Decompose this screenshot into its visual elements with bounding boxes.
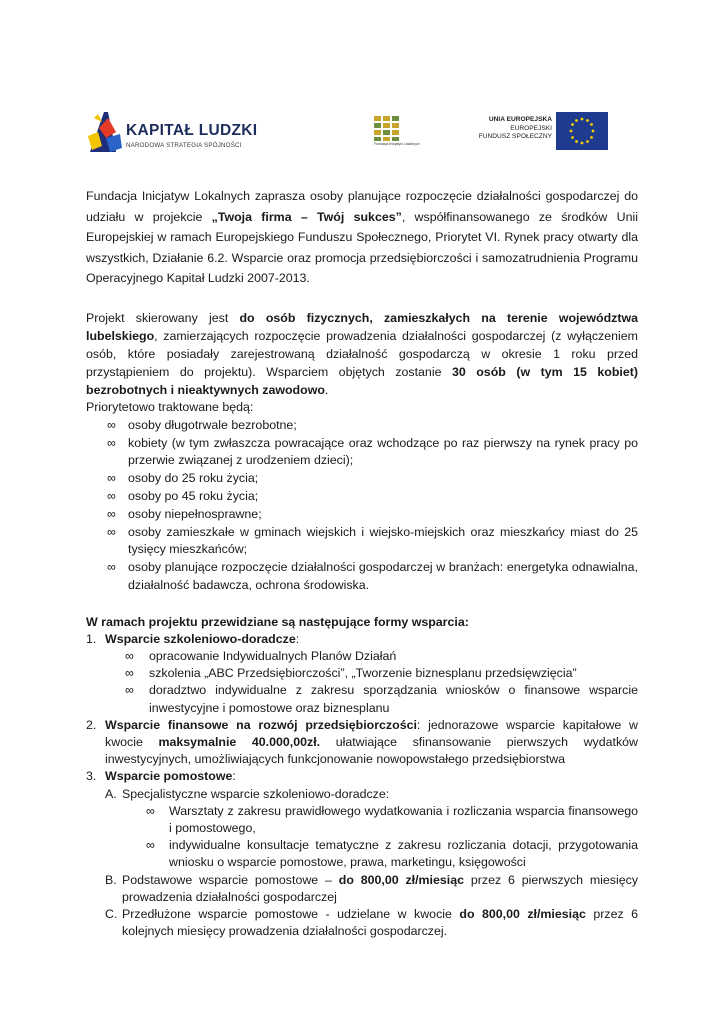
sub-text: Przedłużone wsparcie pomostowe - udzielane w kwocie (122, 906, 460, 921)
list-item-text: osoby po 45 roku życia; (128, 488, 259, 503)
list-item-text: osoby niepełnosprawne; (128, 506, 262, 521)
infinity-bullet-icon: ∞ (107, 417, 116, 432)
sub-amount: do 800,00 zł/miesiąc (338, 872, 465, 887)
form-title: Wsparcie szkoleniowo-doradcze (105, 631, 296, 646)
list-item (86, 559, 638, 595)
target-bold-2: 30 osób (w tym 15 kobiet) bezrobotnych i nieaktywnych zawodowo (86, 364, 638, 397)
document-body (86, 186, 638, 940)
form-item-2 (86, 717, 638, 769)
infinity-bullet-icon: ∞ (125, 666, 134, 681)
list-item (105, 648, 638, 665)
list-item (105, 682, 638, 716)
fundacja-logo-icon (374, 116, 400, 142)
kapital-ludzki-logo (86, 108, 266, 158)
form-3b (105, 872, 638, 906)
form-number: 2. (86, 717, 97, 732)
project-name: „Twoja firma – Twój sukces” (211, 209, 402, 224)
form-text: ułatwiające sfinansowanie pierwszych wydatków inwestycyjnych, umożliwiających funkcjonowanie nowopowstałego przedsiębiorstwa (105, 734, 638, 767)
list-item (86, 506, 638, 524)
list-item (86, 470, 638, 488)
intro-text-1: Fundacja Inicjatyw Lokalnych zaprasza osoby planujące rozpoczęcie działalności gospodarczej do udziału w projekcie (86, 189, 638, 224)
list-item-text: indywidualne konsultacje tematyczne z zakresu rozliczania dotacji, przygotowania wniosku o wsparcie pomostowe, prawa, marketingu, księgowości (169, 838, 638, 870)
eu-logo-line3: FUNDUSZ SPOŁECZNY (478, 133, 552, 140)
priority-title: Priorytetowo traktowane będą: (86, 399, 254, 414)
sub-amount: do 800,00 zł/miesiąc (459, 906, 586, 921)
infinity-bullet-icon: ∞ (107, 524, 116, 539)
form-3c (105, 906, 638, 940)
list-item-text: kobiety (w tym zwłaszcza powracające oraz wchodzące po raz pierwszy na rynek pracy po przerwie związanej z urodzeniem dzieci); (128, 435, 638, 468)
list-item-text: szkolenia „ABC Przedsiębiorczości”, „Tworzenie biznesplanu przedsięwzięcia” (149, 666, 577, 681)
form-item-1 (86, 631, 638, 717)
form-title: Wsparcie pomostowe (105, 769, 233, 784)
intro-text-2: , współfinansowanego ze środków Unii Europejskiej w ramach Europejskiego Funduszu Społecznego, Priorytet VI. Rynek pracy otwarty dla wszystkich, Działanie 6.2. Wsparcie oraz promocja przedsiębiorczości i samozatrudnienia Programu Operacyjnego Kapitał Ludzki 2007-2013. (86, 209, 638, 286)
forms-title: W ramach projektu przewidziane są następujące formy wsparcia: (86, 614, 469, 629)
sub-letter: C. (105, 906, 118, 921)
kl-logo-title: KAPITAŁ LUDZKI (126, 122, 258, 139)
infinity-bullet-icon: ∞ (125, 648, 134, 663)
form-text: : jednorazowe wsparcie kapitałowe w kwocie (105, 717, 638, 749)
eu-logo-text (479, 116, 552, 142)
sub-text: przez 6 kolejnych miesięcy prowadzenia działalności gospodarczej. (122, 906, 639, 939)
infinity-bullet-icon: ∞ (107, 471, 116, 486)
target-text-2: , zamierzających rozpoczęcie prowadzenia działalności gospodarczej (z wyłączeniem osób, które posiadały zarejestrowaną działalność gospodarczą w okresie 1 roku przed przystąpieniem do projektu). Wsparciem objętych zostanie (86, 328, 638, 379)
list-item-text: opracowanie Indywidualnych Planów Działań (149, 648, 397, 663)
fundacja-logo-text: Fundacja Inicjatyw Lokalnych (374, 142, 420, 146)
sub-text: Specjalistyczne wsparcie szkoleniowo-doradcze: (122, 786, 390, 801)
infinity-bullet-icon: ∞ (146, 803, 155, 818)
sub-text: Podstawowe wsparcie pomostowe – (122, 872, 339, 887)
form-number: 3. (86, 769, 97, 784)
list-item (86, 488, 638, 506)
form-colon: : (232, 769, 236, 784)
list-item-text: doradztwo indywidualne z zakresu sporządzania wniosków o finansowe wsparcie inwestycyjne i pomostowe oraz biznesplanu (149, 683, 638, 715)
kl-logo-subtitle: NARODOWA STRATEGIA SPÓJNOŚCI (126, 142, 242, 149)
infinity-bullet-icon: ∞ (107, 488, 116, 503)
list-item (122, 803, 638, 837)
infinity-bullet-icon: ∞ (107, 435, 116, 450)
form-item-3 (86, 768, 638, 940)
list-item (105, 665, 638, 682)
target-bold-1: do osób fizycznych, zamieszkałych na terenie województwa lubelskiego (86, 310, 638, 343)
sub-text: przez 6 pierwszych miesięcy prowadzenia działalności gospodarczej (122, 872, 639, 904)
eu-logo-line2: EUROPEJSKI (510, 124, 552, 132)
infinity-bullet-icon: ∞ (107, 560, 116, 575)
list-item-text: osoby zamieszkałe w gminach wiejskich i wiejsko-miejskich oraz mieszkańcy miast do 25 tysięcy mieszkańców; (128, 524, 638, 557)
target-paragraph (86, 309, 638, 399)
target-text-1: Projekt skierowany jest (86, 310, 240, 325)
eu-logo (468, 112, 608, 152)
list-item-text: osoby planujące rozpoczęcie działalności gospodarczej w branżach: energetyka odnawialna, działalność badawcza, ochrona środowiska. (128, 560, 638, 592)
forms-list (86, 631, 638, 941)
priority-list (86, 417, 638, 595)
form-1-sublist (105, 648, 638, 717)
infinity-bullet-icon: ∞ (107, 506, 116, 521)
eu-flag-icon (556, 112, 608, 150)
list-item (86, 524, 638, 560)
form-3a-sublist (122, 803, 638, 872)
kapital-ludzki-emblem-icon (86, 108, 124, 158)
eu-logo-line1: UNIA EUROPEJSKA (488, 116, 552, 123)
sub-letter: A. (105, 786, 117, 801)
form-3-sublist (105, 786, 638, 941)
intro-paragraph (86, 186, 638, 289)
fundacja-logo (374, 116, 420, 152)
infinity-bullet-icon: ∞ (125, 683, 134, 698)
form-colon: : (295, 631, 300, 646)
sub-letter: B. (105, 872, 117, 887)
form-amount: maksymalnie 40.000,00zł. (158, 734, 321, 749)
form-number: 1. (86, 631, 97, 646)
form-3a (105, 786, 638, 872)
form-title: Wsparcie finansowe na rozwój przedsiębiorczości (105, 717, 417, 732)
list-item-text: osoby do 25 roku życia; (128, 471, 259, 486)
list-item (86, 417, 638, 435)
list-item (122, 837, 638, 871)
list-item-text: Warsztaty z zakresu prawidłowego wydatkowania i rozliczania wsparcia finansowego i pomostowego, (169, 803, 638, 835)
target-text-3: . (324, 382, 329, 397)
infinity-bullet-icon: ∞ (146, 838, 155, 853)
list-item (86, 435, 638, 471)
list-item-text: osoby długotrwale bezrobotne; (128, 417, 297, 432)
